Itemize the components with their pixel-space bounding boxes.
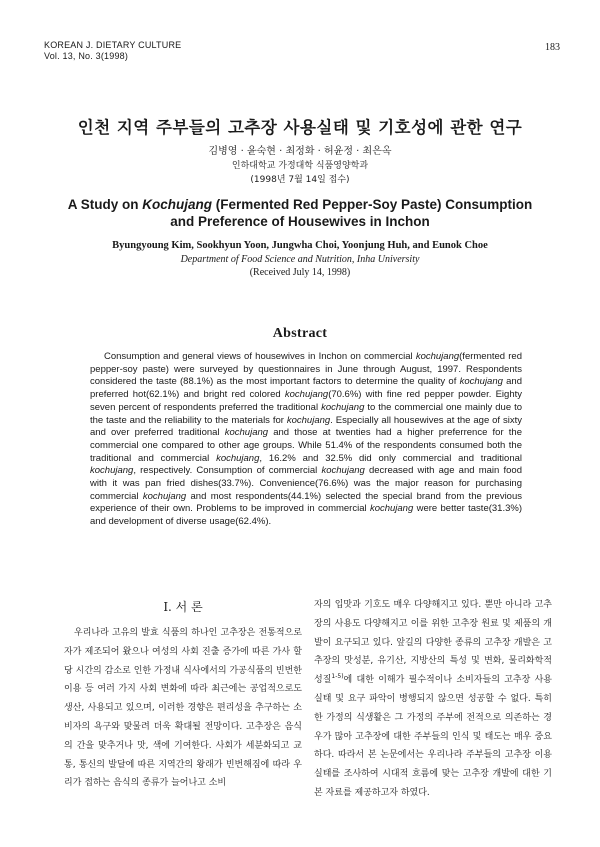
abs-term: kochujang [284, 389, 329, 401]
abs-text: to the commercial one mainly due to the taste and the reliability to the materials for [90, 401, 523, 426]
abs-term: kochujang [224, 427, 269, 439]
journal-info [44, 40, 181, 62]
title-line2: and Preference of Housewives in Inchon [170, 214, 430, 229]
reference-citation: 1-5) [331, 673, 344, 681]
journal-volume: Vol. 13, No. 3(1998) [44, 51, 129, 61]
intro-paragraph: 우리나라 고유의 발효 식품의 하나인 고추장은 전통적으로 자가 제조되어 왔으나 여성의 사회 진출 증가에 따른 가사 할당 시간의 감소로 인한 가정내 식사에서의 가공식품의 빈번한 이용 등 여러 가지 사회 변화에 따라 최근에는 공업적으로도 생산, 사용되고 있으며, 이러한 경향은 편리성을 추구하는 소비자의 욕구와 맞물려 더욱 확대될 전망이다. 고추장은 음식의 간을 맞추거나 맛, 색에 기여한다. 사회가 세분화되고 교통, 통신의 발달에 따른 지역간의 왕래가 빈번해짐에 따라 우리가 접하는 음식의 종류가 늘어나고 소비 [64, 628, 302, 789]
abs-text: , respectively. Consumption of commercial [133, 465, 322, 477]
title-part: A Study on [67, 197, 143, 212]
section-heading-introduction: I. 서 론 [163, 600, 203, 614]
abs-term: kochujang [415, 351, 460, 362]
english-title [0, 196, 600, 230]
title-part: (Fermented Red Pepper-Soy Paste) Consumption [211, 197, 533, 212]
abs-term: kochujang [216, 452, 260, 464]
abs-text: (fermented red pepper-soy paste) were surveyed by questionnaires in June through August, 1997. Respondents considered the taste (88.1%) as the most important factors to determine the quality of [90, 351, 523, 388]
abs-term: kochujang [321, 465, 365, 477]
korean-affiliation: 인하대학교 가정대학 식품영양학과 [231, 161, 369, 171]
abstract-heading: Abstract [272, 326, 328, 341]
abs-term: kochujang [142, 490, 187, 502]
abs-text: and preferred hot(62.1%) and bright red colored [90, 376, 522, 401]
page-number: 183 [545, 42, 560, 53]
abs-term: kochujang [369, 503, 414, 515]
abs-term: kochujang [90, 465, 134, 477]
english-authors: Byungyoung Kim, Sookhyun Yoon, Jungwha Choi, Yoonjung Huh, and Eunok Choe [112, 240, 488, 251]
english-received-date: (Received July 14, 1998) [249, 267, 351, 278]
abs-text: . Especially all housewives at the age of sixty and over preferred traditional [90, 414, 522, 439]
abstract-body [90, 351, 522, 529]
abs-term: kochujang [321, 401, 365, 413]
abs-term: kochujang [459, 376, 503, 388]
abs-text: and those at twenties had a higher preferrence for the commercial one compared to other age groups. While 51.4% of the respondents consumed both the traditional and commercial [90, 427, 522, 464]
abs-text: and most respondents(44.1%) selected the special brand from the previous experience of their own. Problems to be improved in commercial [90, 490, 522, 515]
abs-text: , 16.2% and 32.5% did only commercial and traditional [259, 452, 522, 464]
abs-term: kochujang [286, 414, 331, 426]
abs-text: decreased with age and main food with it was pan fried dishes(33.7%). Convenience(76.6%) was the major reason for purchasing commercial [90, 465, 522, 502]
abs-text: (70.6%) with fine red pepper powder. Eighty seven percent of respondents preferred the traditional [90, 389, 522, 413]
abs-text: were better taste(31.3%) and development of diverse usage(62.4%). [90, 503, 522, 528]
intro-column-left [64, 598, 302, 793]
korean-received-date: (1998년 7월 14일 접수) [250, 175, 350, 185]
intro-paragraph-continued [314, 596, 552, 803]
title-italic: Kochujang [142, 197, 212, 212]
journal-name: KOREAN J. DIETARY CULTURE [44, 40, 182, 50]
abstract-paragraph [90, 351, 522, 529]
intro-text: 에 대한 이해가 필수적이나 소비자들의 고추장 사용 실태 및 요구 파악이 병행되지 않으면 성공할 수 없다. 특히 한 가정의 식생활은 그 가정의 주부에 전적으로 의존하는 경우가 많아 고추장에 대한 주부들의 인식 및 태도는 매우 중요하다. 따라서 본 논문에서는 우리나라 주부들의 고추장 이용실태를 조사하여 시대적 흐름에 맞는 고추장 개발에 대한 기본 자료를 제공하고자 하였다. [314, 675, 552, 798]
korean-authors: 김병영 · 윤숙현 · 최정화 · 허윤정 · 최은옥 [208, 146, 392, 157]
korean-title: 인천 지역 주부들의 고추장 사용실태 및 기호성에 관한 연구 [77, 118, 523, 137]
intro-column-right [314, 596, 552, 803]
english-department: Department of Food Science and Nutrition, Inha University [180, 254, 420, 265]
intro-text: 자의 입맛과 기호도 매우 다양해지고 있다. 뿐만 아니라 고추장의 사용도 다양해지고 이를 위한 고추장 원료 및 제품의 개발이 요구되고 있다. 앞길의 다양한 종류의 고추장 개발은 고추장의 맛성분, 유기산, 지방산의 특성 및 변화, 물리화학적 성질 [314, 600, 552, 686]
abs-text: Consumption and general views of housewives in Inchon on commercial [104, 351, 416, 362]
